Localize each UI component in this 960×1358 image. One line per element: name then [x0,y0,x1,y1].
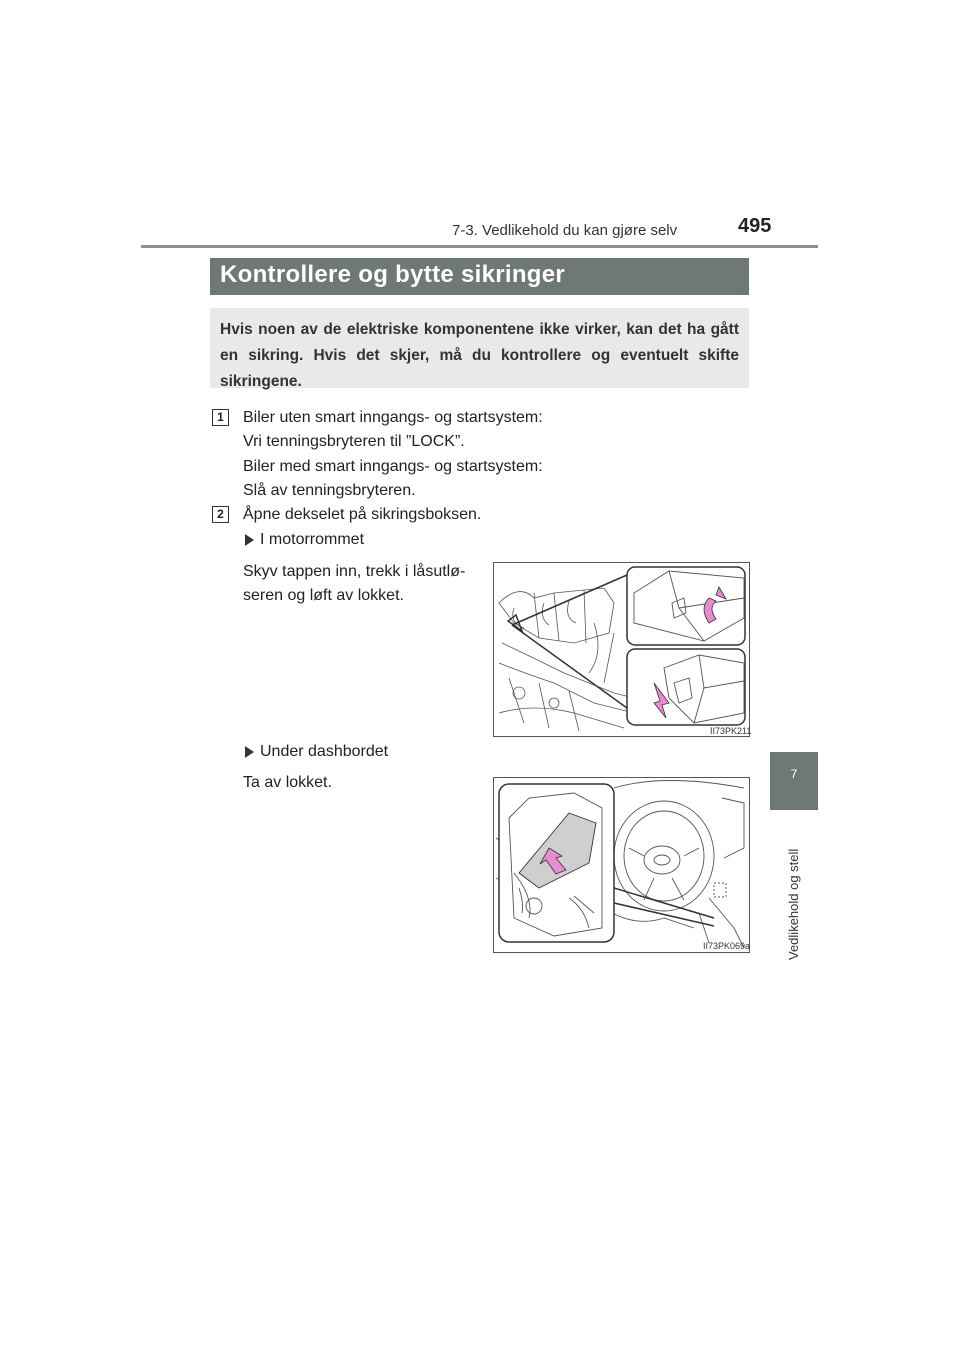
subsection-heading-engine: I motorrommet [260,531,365,548]
figure-dashboard-fuse-cover [493,777,750,953]
step-1-line-2: Vri tenningsbryteren til ”LOCK”. [243,433,465,450]
step-2-line-1: Åpne dekselet på sikringsboksen. [243,506,482,523]
step-1-line-1: Biler uten smart inngangs- og startsystem: [243,409,543,426]
engine-text-line-2: seren og løft av lokket. [243,587,404,604]
engine-text-line-1: Skyv tappen inn, trekk i låsutlø- [243,563,466,580]
figure-code-dashboard: II73PK069a [703,941,751,951]
section-title: 7-3. Vedlikehold du kan gjøre selv [452,222,678,239]
step-1-line-4: Slå av tenningsbryteren. [243,482,416,499]
bullet-triangle-icon [245,534,254,546]
subsection-heading-dashboard: Under dashbordet [260,743,389,760]
figure-code-engine: II73PK211 [710,726,752,736]
figure-engine-fuse-box [493,562,750,737]
chapter-label: Vedlikehold og stell [786,848,801,960]
engine-illustration [494,563,752,736]
header-rule [141,245,818,248]
bullet-triangle-icon [245,746,254,758]
step-marker-2: 2 [212,506,229,523]
step-1-line-3: Biler med smart inngangs- og startsystem: [243,458,543,475]
page-title: Kontrollere og bytte sikringer [210,258,749,295]
chapter-number: 7 [790,767,798,781]
step-marker-1: 1 [212,409,229,426]
page-number: 495 [738,215,772,237]
chapter-tab [770,752,818,810]
dashboard-illustration [494,778,749,952]
dashboard-text-line-1: Ta av lokket. [243,774,332,791]
intro-box: Hvis noen av de elektriske komponentene ikke virker, kan det ha gått en sikring. Hvis det skjer, må du kontrollere og eventuelt skifte sikringene. [210,308,749,388]
